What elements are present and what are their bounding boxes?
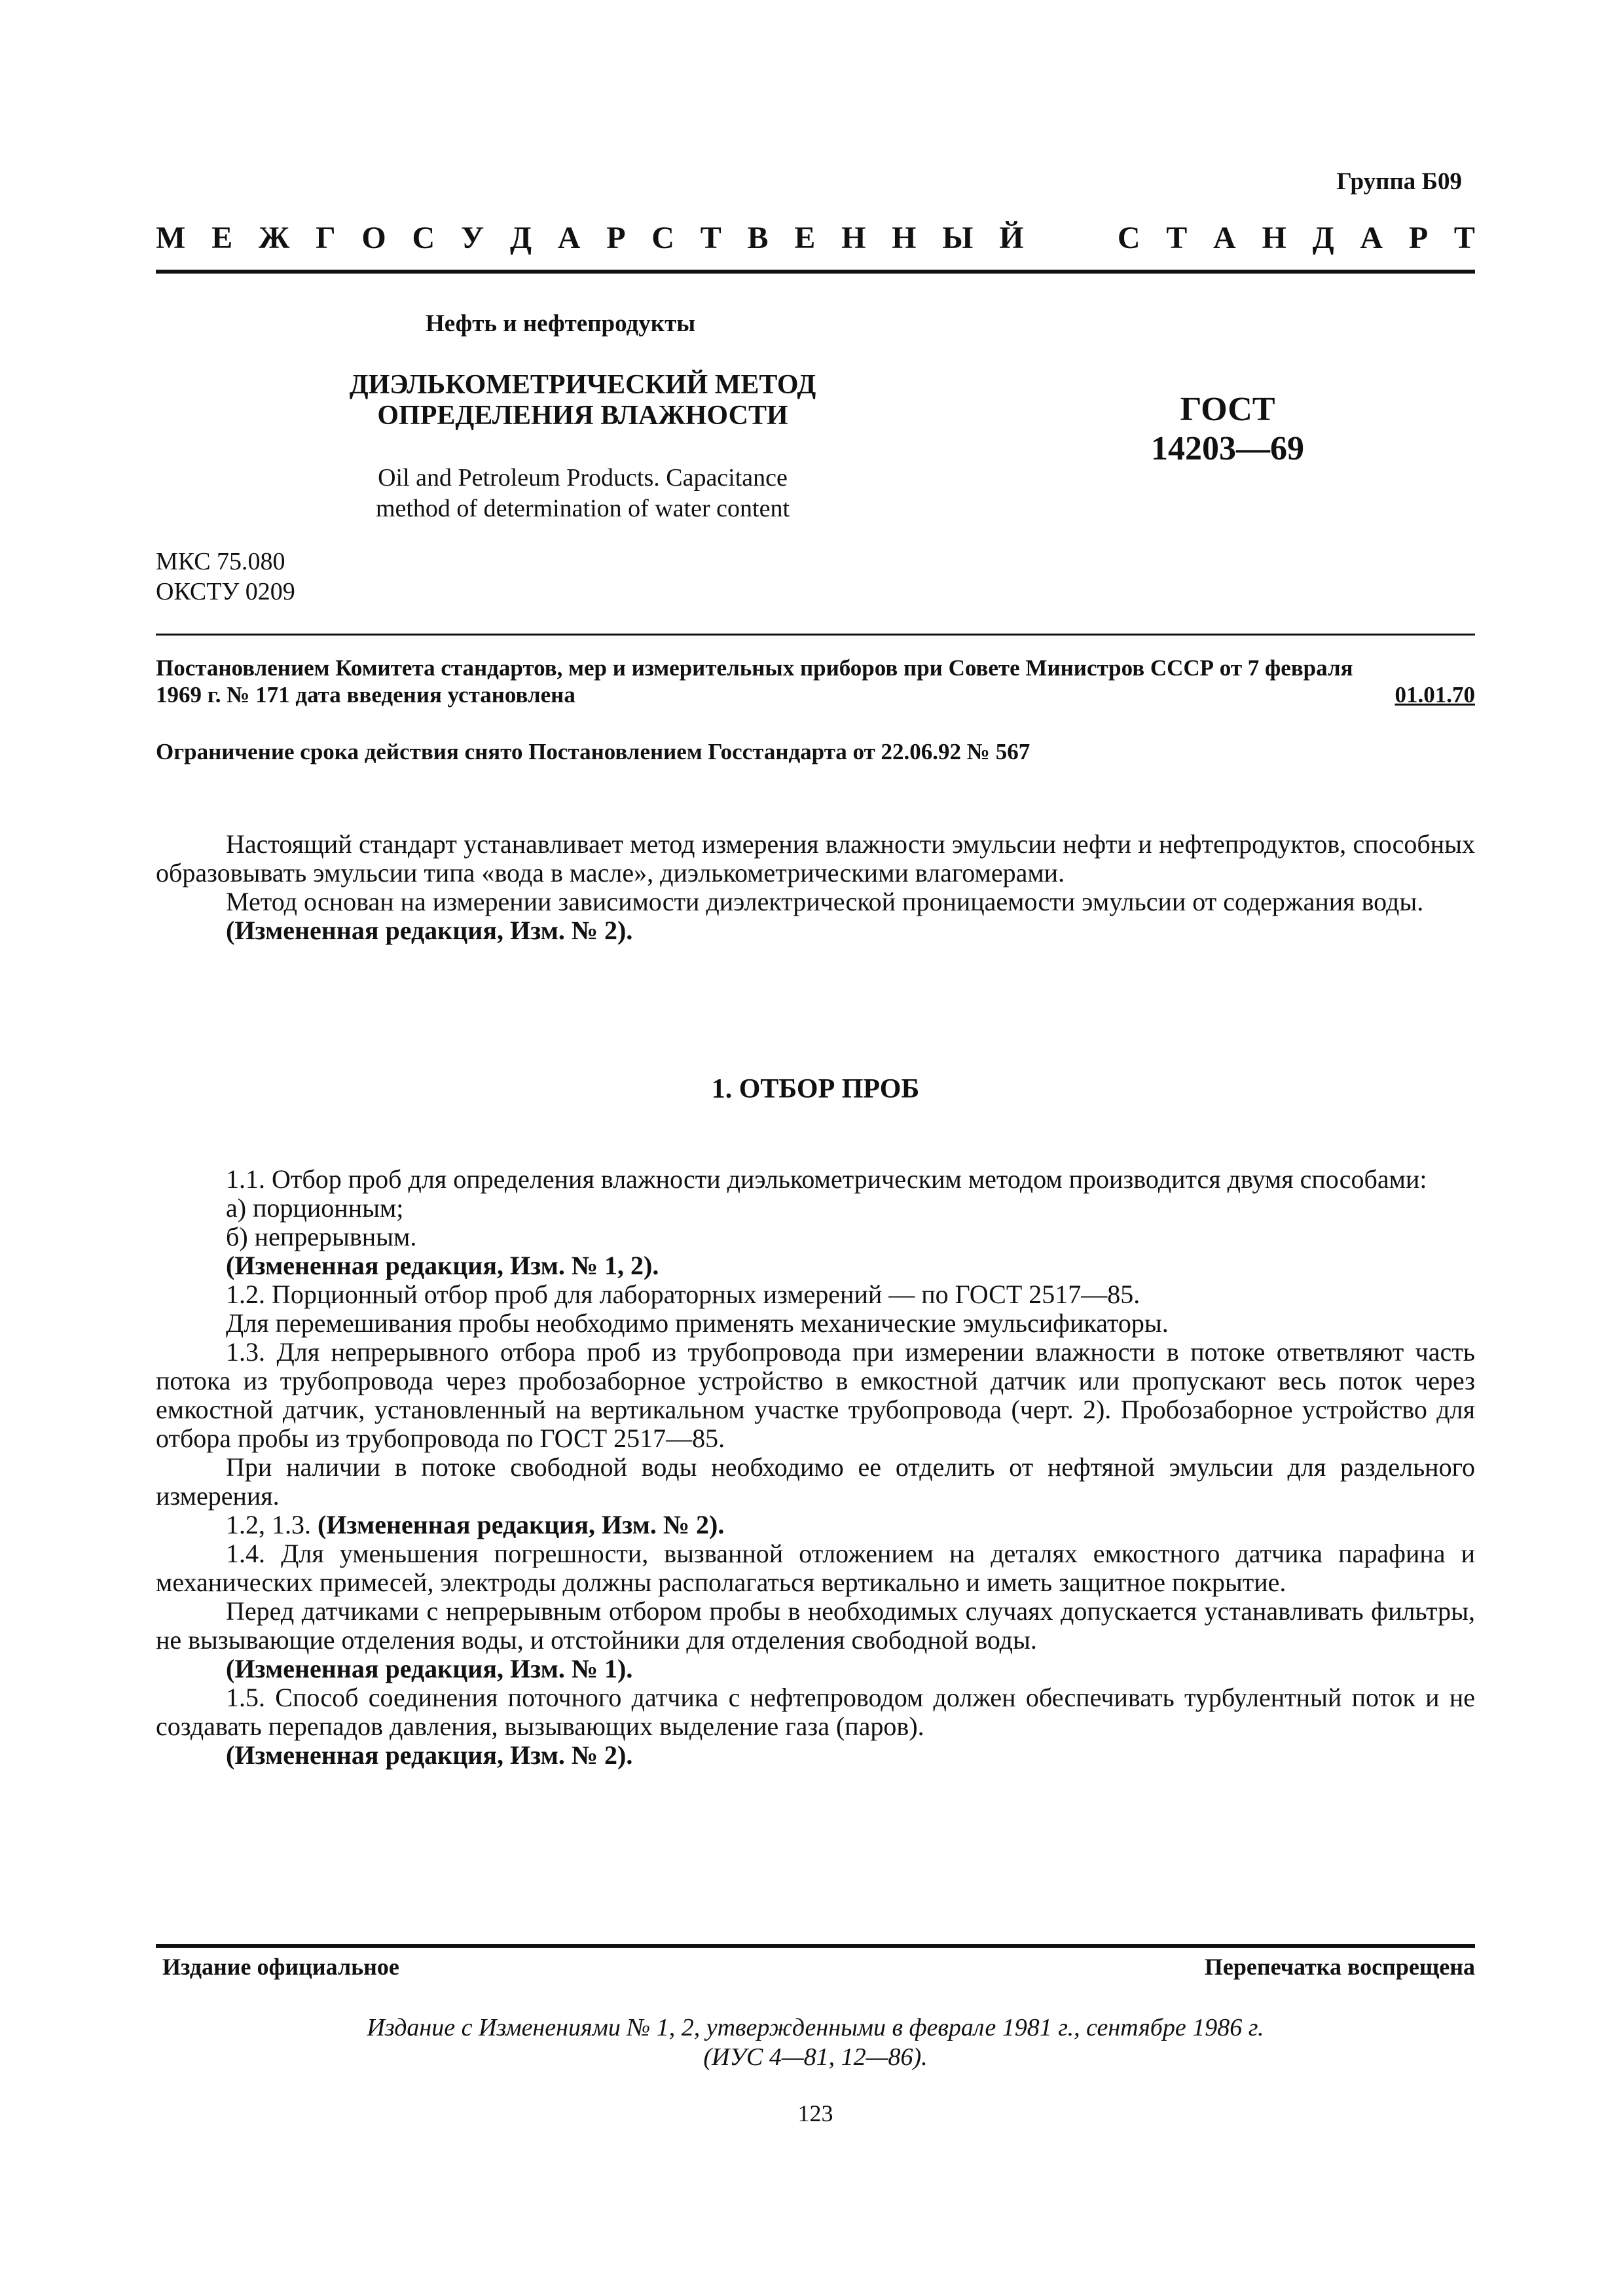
banner-spacer [1049,223,1057,254]
banner-letter: Г [316,221,336,255]
banner-letter: А [1213,221,1236,255]
banner-letter: С [651,221,674,255]
page-number: 123 [797,2100,833,2126]
banner-letter: Д [509,221,532,255]
amendment-note: (Измененная редакция, Изм. № 1, 2). [226,1251,659,1280]
subject-line: Нефть и нефтепродукты [426,310,696,337]
gost-designation [1113,390,1342,469]
group-code: Группа Б09 [1336,168,1462,195]
classification-codes [156,547,295,607]
banner-letter: Р [606,221,626,255]
edition-line: (ИУС 4—81, 12—86). [703,2043,928,2071]
title-english-line: Oil and Petroleum Products. Capacitance [378,464,788,492]
decree-statement [156,655,1475,708]
official-edition-label: Издание официальное [162,1954,399,1980]
clause-paragraph: При наличии в потоке свободной воды необходимо ее отделить от нефтяной эмульсии для раздельного измерения. [156,1452,1475,1511]
okstu-code: ОКСТУ 0209 [156,578,295,605]
edition-note [156,2013,1475,2072]
interstate-standard-banner [156,223,1475,254]
list-item: б) непрерывным. [226,1222,417,1251]
edition-line: Издание с Изменениями № 1, 2, утвержденными в феврале 1981 г., сентябре 1986 г. [367,2014,1264,2041]
section-heading: 1. ОТБОР ПРОБ [711,1074,920,1104]
effective-date: 01.01.70 [1395,682,1475,708]
banner-letter: Т [700,221,721,255]
title-russian-line: ОПРЕДЕЛЕНИЯ ВЛАЖНОСТИ [377,401,788,431]
title-block-rule [156,634,1475,636]
banner-letter: Н [1262,221,1286,255]
title-russian [314,370,851,431]
decree-line: Постановлением Комитета стандартов, мер и измерительных приборов при Совете Министров СССР от 7 февраля [156,655,1353,681]
section-body [156,1165,1475,1770]
banner-letter: Р [1408,221,1429,255]
banner-letter: С [1117,221,1140,255]
list-item: а) порционным; [226,1193,404,1223]
amendment-note: (Измененная редакция, Изм. № 2). [226,916,633,945]
amendment-text: (Измененная редакция, Изм. № 2). [318,1510,725,1539]
clause-1-4: 1.4. Для уменьшения погрешности, вызванной отложением на деталях емкостного датчика парафина и механических примесей, электроды должны располагаться вертикально и иметь защитное покрытие. [156,1539,1475,1597]
decree-text: 1969 г. № 171 дата введения установлена [156,682,575,708]
title-english-line: method of determination of water content [375,495,790,522]
banner-letter: Й [999,221,1024,255]
banner-letter: Н [841,221,866,255]
amendment-note: (Измененная редакция, Изм. № 1). [226,1654,633,1683]
banner-letter: С [412,221,435,255]
title-english [314,463,851,524]
gost-number: 14203—69 [1151,430,1304,467]
reprint-notice: Перепечатка воспрещена [1204,1954,1475,1980]
banner-letter: О [361,221,386,255]
amendment-clauses: 1.2, 1.3. [226,1510,318,1539]
mks-code: МКС 75.080 [156,548,285,575]
banner-letter: М [156,221,186,255]
banner-letter: А [557,221,581,255]
banner-letter: Т [1166,221,1188,255]
clause-1-2: 1.2. Порционный отбор проб для лабораторных измерений — по ГОСТ 2517—85. [226,1280,1140,1309]
intro-paragraph: Настоящий стандарт устанавливает метод измерения влажности эмульсии нефти и нефтепродуктов, способных образовывать эмульсии типа «вода в масле», диэлькометрическими влагомерами. [156,829,1475,888]
banner-letter: Ы [942,221,974,255]
clause-paragraph: Для перемешивания пробы необходимо применять механические эмульсификаторы. [226,1308,1169,1338]
banner-letter: А [1360,221,1383,255]
banner-letter: Д [1312,221,1334,255]
footer-row [162,1953,1475,1981]
decree-line [156,681,1475,708]
intro-paragraph: Метод основан на измерении зависимости диэлектрической проницаемости эмульсии от содержания воды. [226,887,1424,916]
clause-1-5: 1.5. Способ соединения поточного датчика с нефтепроводом должен обеспечивать турбулентный поток и не создавать перепадов давления, вызывающих выделение газа (паров). [156,1683,1475,1741]
title-russian-line: ДИЭЛЬКОМЕТРИЧЕСКИЙ МЕТОД [349,370,816,400]
introduction [156,830,1475,945]
banner-letter: Е [211,221,233,255]
banner-letter: У [460,221,484,255]
clause-1-3: 1.3. Для непрерывного отбора проб из трубопровода при измерении влажности в потоке ответвляют часть потока из трубопровода через пробозаборное устройство в емкостной датчик или пропускают весь поток через емкостной датчик, установленный на вертикальном участке трубопровода (черт. 2). Пробозаборное устройство для отбора пробы из трубопровода по ГОСТ 2517—85. [156,1337,1475,1453]
clause-1-1: 1.1. Отбор проб для определения влажности диэлькометрическим методом производится двумя способами: [226,1164,1427,1194]
banner-letter: В [747,221,769,255]
clause-paragraph: Перед датчиками с непрерывным отбором пробы в необходимых случаях допускается устанавливать фильтры, не вызывающие отделения воды, и отстойники для отделения свободной воды. [156,1596,1475,1655]
footer-rule [156,1944,1475,1948]
restriction-note: Ограничение срока действия снято Постановлением Госстандарта от 22.06.92 № 567 [156,739,1030,764]
banner-letter: Н [892,221,917,255]
banner-letter: Т [1453,221,1475,255]
gost-label: ГОСТ [1180,391,1275,428]
amendment-note: (Измененная редакция, Изм. № 2). [226,1740,633,1770]
banner-spacer [1084,223,1091,254]
header-rule [156,270,1475,274]
banner-letter: Ж [258,221,290,255]
amendment-note [156,1511,1475,1539]
banner-letter: Е [794,221,816,255]
